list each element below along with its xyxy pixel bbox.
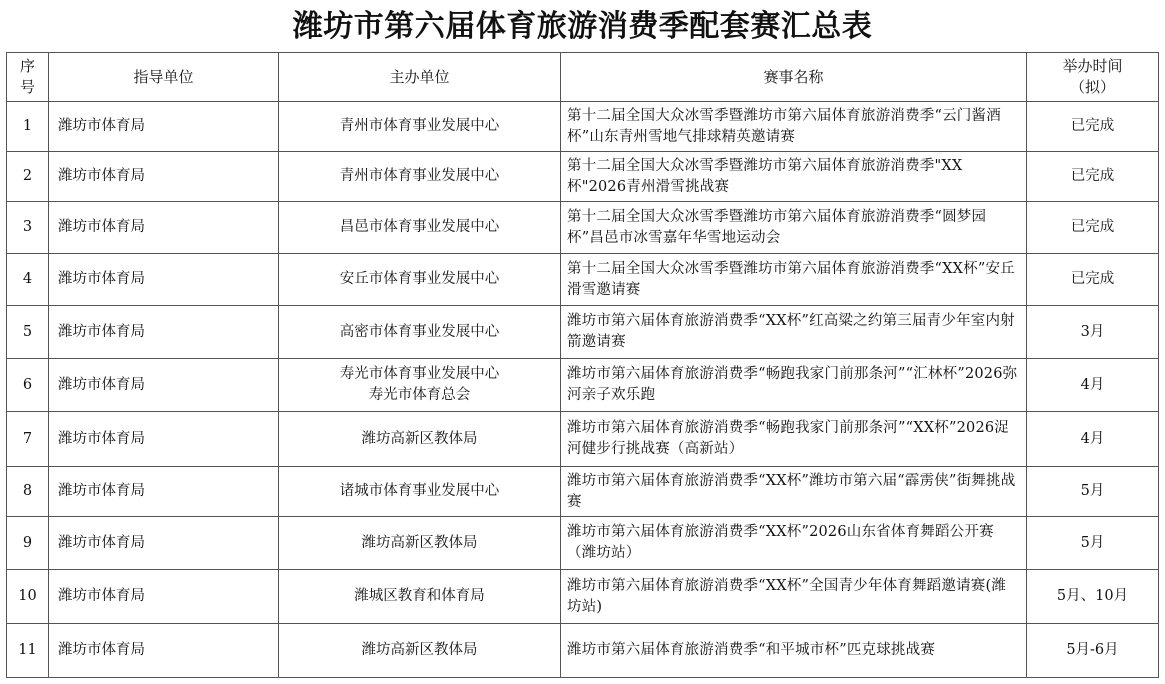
table-row [7, 152, 1159, 202]
cell-host-unit [279, 152, 561, 202]
cell-host-unit [279, 202, 561, 254]
cell-seq: 3 [7, 202, 49, 254]
cell-event-name: 潍坊市第六届体育旅游消费季“XX杯”全国青少年体育舞蹈邀请赛(潍坊站) [561, 570, 1027, 624]
cell-host-unit [279, 306, 561, 359]
host-unit-name: 高密市体育事业发展中心 [339, 323, 500, 340]
page-title: 潍坊市第六届体育旅游消费季配套赛汇总表 [292, 9, 873, 44]
summary-table [6, 52, 1159, 678]
cell-guide-unit: 潍坊市体育局 [49, 152, 279, 202]
table-row [7, 467, 1159, 517]
table-row [7, 412, 1159, 467]
header-event: 赛事名称 [561, 53, 1027, 102]
cell-host-unit [279, 359, 561, 412]
cell-time: 5月 [1027, 467, 1159, 517]
cell-time: 5月、10月 [1027, 570, 1159, 624]
cell-seq: 8 [7, 467, 49, 517]
table-row [7, 359, 1159, 412]
cell-seq: 7 [7, 412, 49, 467]
cell-seq: 1 [7, 102, 49, 152]
cell-event-name: 第十二届全国大众冰雪季暨潍坊市第六届体育旅游消费季“XX杯”安丘滑雪邀请赛 [561, 254, 1027, 306]
table-header-row [7, 53, 1159, 102]
cell-seq: 11 [7, 624, 49, 678]
cell-guide-unit: 潍坊市体育局 [49, 306, 279, 359]
host-unit-name: 诸城市体育事业发展中心 [339, 483, 500, 499]
table-row [7, 517, 1159, 570]
cell-time: 3月 [1027, 306, 1159, 359]
host-unit-name: 潍坊高新区教体局 [361, 534, 478, 551]
host-unit-name: 潍坊高新区教体局 [361, 430, 478, 447]
cell-event-name: 潍坊市第六届体育旅游消费季“XX杯”2026山东省体育舞蹈公开赛（潍坊站） [561, 517, 1027, 570]
host-unit-name: 昌邑市体育事业发展中心 [339, 219, 500, 235]
table-row [7, 102, 1159, 152]
cell-seq: 6 [7, 359, 49, 412]
cell-host-unit [279, 102, 561, 152]
cell-seq: 10 [7, 570, 49, 624]
cell-guide-unit: 潍坊市体育局 [49, 359, 279, 412]
cell-time: 已完成 [1027, 202, 1159, 254]
cell-host-unit [279, 624, 561, 678]
cell-host-unit [279, 570, 561, 624]
cell-guide-unit: 潍坊市体育局 [49, 102, 279, 152]
cell-time: 已完成 [1027, 102, 1159, 152]
host-unit-name: 潍城区教育和体育局 [354, 588, 485, 604]
host-unit-name: 青州市体育事业发展中心 [339, 118, 500, 134]
cell-guide-unit: 潍坊市体育局 [49, 412, 279, 467]
cell-time: 5月 [1027, 517, 1159, 570]
table-row [7, 254, 1159, 306]
cell-host-unit [279, 517, 561, 570]
table-row [7, 624, 1159, 678]
header-time: 举办时间 （拟） [1027, 53, 1159, 102]
cell-seq: 9 [7, 517, 49, 570]
cell-event-name: 潍坊市第六届体育旅游消费季“畅跑我家门前那条河”“汇林杯”2026弥河亲子欢乐跑 [561, 359, 1027, 412]
cell-host-unit [279, 254, 561, 306]
cell-host-unit [279, 412, 561, 467]
cell-event-name: 第十二届全国大众冰雪季暨潍坊市第六届体育旅游消费季“云门酱酒杯”山东青州雪地气排球精英邀请赛 [561, 102, 1027, 152]
cell-time: 已完成 [1027, 254, 1159, 306]
host-unit-name: 潍坊高新区教体局 [361, 642, 478, 658]
cell-seq: 2 [7, 152, 49, 202]
cell-seq: 4 [7, 254, 49, 306]
cell-guide-unit: 潍坊市体育局 [49, 467, 279, 517]
cell-event-name: 潍坊市第六届体育旅游消费季“畅跑我家门前那条河”“XX杯”2026浞河健步行挑战赛（高新站） [561, 412, 1027, 467]
host-unit-name: 寿光市体育事业发展中心 [339, 366, 500, 382]
cell-time: 5月-6月 [1027, 624, 1159, 678]
cell-event-name: 潍坊市第六届体育旅游消费季“XX杯”红高粱之约第三届青少年室内射箭邀请赛 [561, 306, 1027, 359]
cell-event-name: 第十二届全国大众冰雪季暨潍坊市第六届体育旅游消费季"XX杯"2026青州滑雪挑战赛 [561, 152, 1027, 202]
cell-event-name: 潍坊市第六届体育旅游消费季“XX杯”潍坊市第六届“霹雳侠”街舞挑战赛 [561, 467, 1027, 517]
cell-seq: 5 [7, 306, 49, 359]
cell-time: 4月 [1027, 412, 1159, 467]
table-body [7, 102, 1159, 678]
cell-time: 已完成 [1027, 152, 1159, 202]
cell-time: 4月 [1027, 359, 1159, 412]
header-seq: 序 号 [7, 53, 49, 102]
host-unit-name: 寿光市体育总会 [368, 387, 471, 403]
cell-guide-unit: 潍坊市体育局 [49, 517, 279, 570]
cell-guide-unit: 潍坊市体育局 [49, 624, 279, 678]
table-row [7, 202, 1159, 254]
table-row [7, 570, 1159, 624]
cell-event-name: 潍坊市第六届体育旅游消费季“和平城市杯”匹克球挑战赛 [561, 624, 1027, 678]
header-guide: 指导单位 [49, 53, 279, 102]
cell-guide-unit: 潍坊市体育局 [49, 254, 279, 306]
host-unit-name: 安丘市体育事业发展中心 [339, 271, 500, 287]
cell-guide-unit: 潍坊市体育局 [49, 202, 279, 254]
cell-host-unit [279, 467, 561, 517]
host-unit-name: 青州市体育事业发展中心 [339, 168, 500, 184]
table-row [7, 306, 1159, 359]
cell-guide-unit: 潍坊市体育局 [49, 570, 279, 624]
header-host: 主办单位 [279, 53, 561, 102]
cell-event-name: 第十二届全国大众冰雪季暨潍坊市第六届体育旅游消费季“圆梦园杯”昌邑市冰雪嘉年华雪地运动会 [561, 202, 1027, 254]
